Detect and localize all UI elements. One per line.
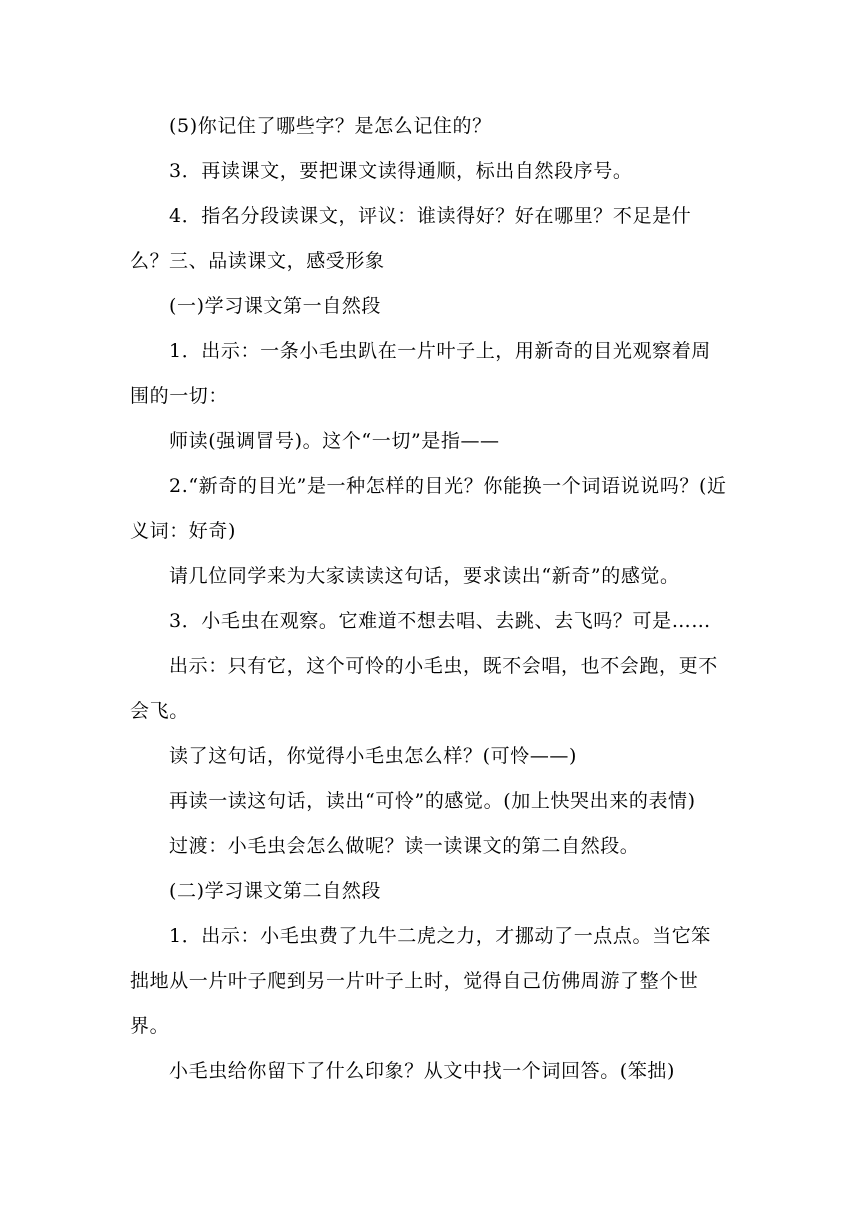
paragraph: 3．再读课文，要把课文读得通顺，标出自然段序号。: [169, 160, 633, 182]
subsection-heading: (一)学习课文第一自然段: [169, 295, 382, 317]
paragraph: 小毛虫给你留下了什么印象？从文中找一个词回答。(笨拙): [169, 1060, 676, 1082]
paragraph: 过渡：小毛虫会怎么做呢？读一读课文的第二自然段。: [169, 835, 640, 857]
paragraph: 1．出示：小毛虫费了九牛二虎之力，才挪动了一点点。当它笨拙地从一片叶子爬到另一片叶子上时，觉得自己仿佛周游了整个世界。: [130, 925, 711, 1037]
paragraph: 4．指名分段读课文，评议：谁读得好？好在哪里？不足是什么？: [130, 205, 692, 272]
paragraph: 再读一读这句话，读出“可怜”的感觉。(加上快哭出来的表情): [169, 790, 696, 812]
paragraph: 读了这句话，你觉得小毛虫怎么样？(可怜——): [169, 745, 578, 767]
subsection-heading: (二)学习课文第二自然段: [169, 880, 382, 902]
paragraph: (5)你记住了哪些字？是怎么记住的？: [169, 115, 492, 137]
section-heading: 三、品读课文，感受形象: [169, 250, 385, 272]
paragraph: 3．小毛虫在观察。它难道不想去唱、去跳、去飞吗？可是……: [169, 610, 711, 632]
paragraph: 师读(强调冒号)。这个“一切”是指——: [169, 430, 500, 452]
paragraph: 1．出示：一条小毛虫趴在一片叶子上，用新奇的目光观察着周围的一切：: [130, 340, 711, 407]
paragraph: 请几位同学来为大家读读这句话，要求读出“新奇”的感觉。: [169, 565, 680, 587]
paragraph: 2.“新奇的目光”是一种怎样的目光？你能换一个词语说说吗？(近义词：好奇): [130, 475, 727, 542]
paragraph: 出示：只有它，这个可怜的小毛虫，既不会唱，也不会跑，更不会飞。: [130, 655, 718, 722]
